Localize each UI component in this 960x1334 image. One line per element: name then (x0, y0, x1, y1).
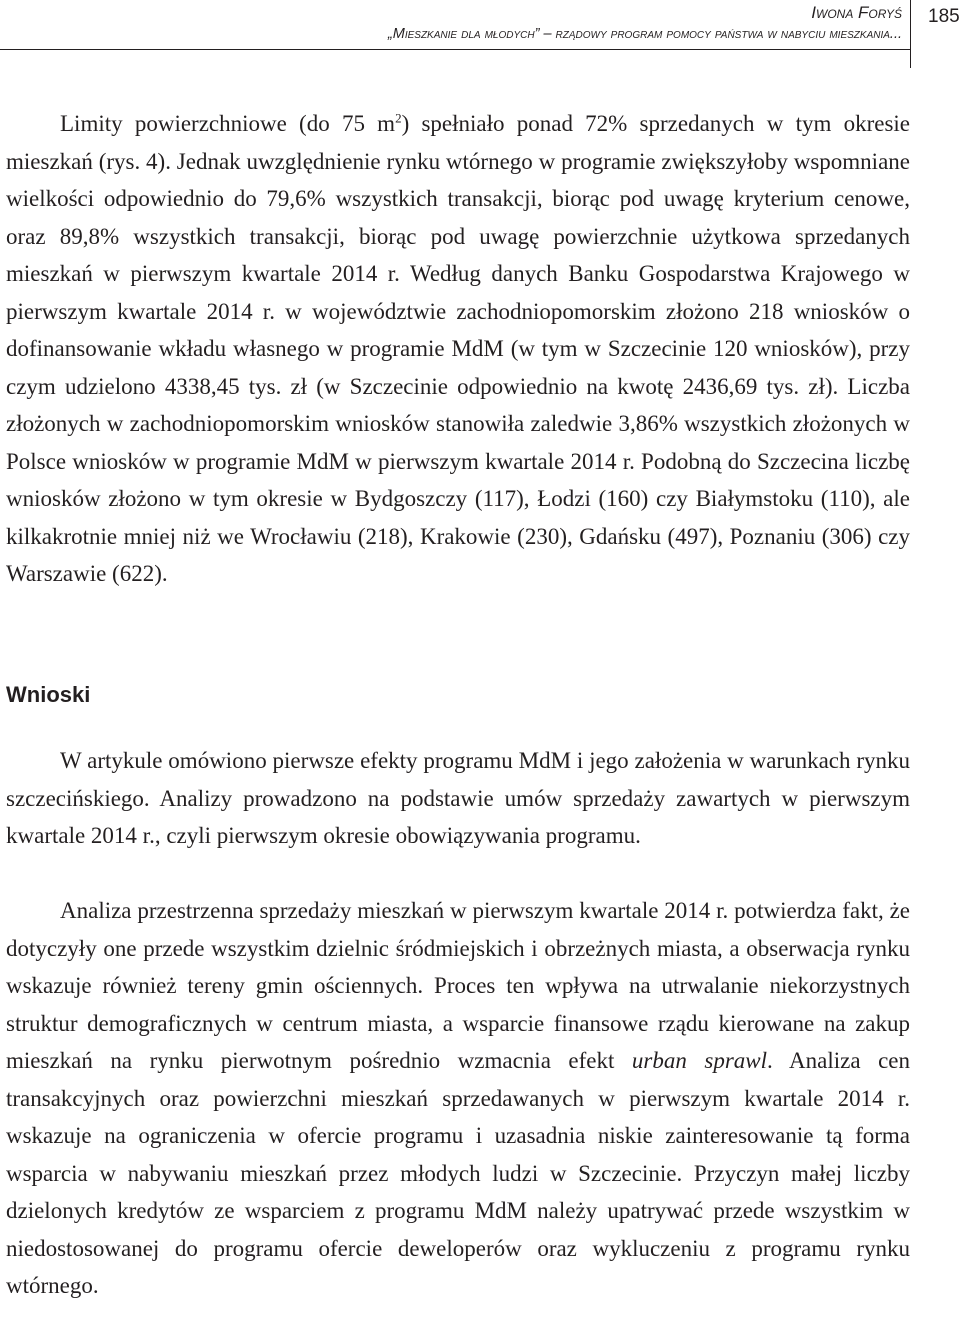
italic-term: urban sprawl (631, 1048, 768, 1073)
running-header (0, 0, 960, 70)
body-paragraph-3 (6, 892, 910, 1305)
paragraph-text: W artykule omówiono pierwsze efekty programu MdM i jego założenia w warunkach rynku szczecińskiego. Analizy prowadzono na podstawie umów sprzedaży zawartych w pierwszym kwartale 2014 r., czyli pierwszym okresie obowiązywania programu. (6, 748, 910, 848)
header-rule-horizontal (0, 49, 911, 50)
header-running-title: „Mieszkanie dla młodych” – rządowy program pomocy państwa w nabyciu mieszkania... (387, 26, 902, 42)
paragraph-text: Analiza przestrzenna sprzedaży mieszkań w pierwszym kwartale 2014 r. potwierdza fakt, że dotyczyły one przede wszystkim dzielnic śródmiejskich i obrzeżnych miasta, a obserwacja rynku wskazuje również tereny gmin ościennych. Proces ten wpływa na utrwalanie niekorzystnych struktur demograficznych w centrum miasta, a wsparcie finansowe rządu kierowane na zakup mieszkań na rynku pierwotnym pośrednio wzmacnia efekt (6, 898, 910, 1073)
paragraph-text: Limity powierzchniowe (do 75 m (60, 111, 396, 136)
section-heading: Wnioski (6, 682, 91, 707)
body-paragraph-1 (6, 105, 910, 593)
body-paragraph-2 (6, 742, 910, 855)
superscript: 2 (395, 110, 402, 126)
paragraph-text: . Analiza cen transakcyjnych oraz powierzchni mieszkań sprzedawanych w pierwszym kwartale 2014 r. wskazuje na ograniczenia w ofercie programu i uzasadnia niskie zainteresowanie tą forma wsparcia w nabywaniu mieszkań przez młodych ludzi w Szczecinie. Przyczyn małej liczby dzielonych kredytów ze wsparciem z programu MdM należy upatrywać przede wszystkim w niedostosowanej do programu ofercie deweloperów oraz wykluczeniu z programu rynku wtórnego. (6, 1048, 910, 1298)
header-author: Iwona Foryś (811, 3, 902, 22)
page-number: 185 (928, 6, 960, 27)
header-rule-vertical (910, 0, 911, 68)
paragraph-text: ) spełniało ponad 72% sprzedanych w tym okresie mieszkań (rys. 4). Jednak uwzględnienie rynku wtórnego w programie zwiększyłoby wspomniane wielkości odpowiednio do 79,6% wszystkich transakcji, biorąc pod uwagę kryterium cenowe, oraz 89,8% wszystkich transakcji, biorąc pod uwagę powierzchnie użytkowa sprzedanych mieszkań w pierwszym kwartale 2014 r. Według danych Banku Gospodarstwa Krajowego w pierwszym kwartale 2014 r. w województwie zachodniopomorskim złożono 218 wniosków o dofinansowanie wkładu własnego w programie MdM (w tym w Szczecinie 120 wniosków), przy czym udzielono 4338,45 tys. zł (w Szczecinie odpowiednio na kwotę 2436,69 tys. zł). Liczba złożonych w zachodniopomorskim wniosków stanowiła zaledwie 3,86% wszystkich złożonych w Polsce wniosków w programie MdM w pierwszym kwartale 2014 r. Podobną do Szczecina liczbę wniosków złożono w tym okresie w Bydgoszczy (117), Łodzi (160) czy Białymstoku (110), ale kilkakrotnie mniej niż we Wrocławiu (218), Krakowie (230), Gdańsku (497), Poznaniu (306) czy Warszawie (622). (6, 111, 910, 586)
